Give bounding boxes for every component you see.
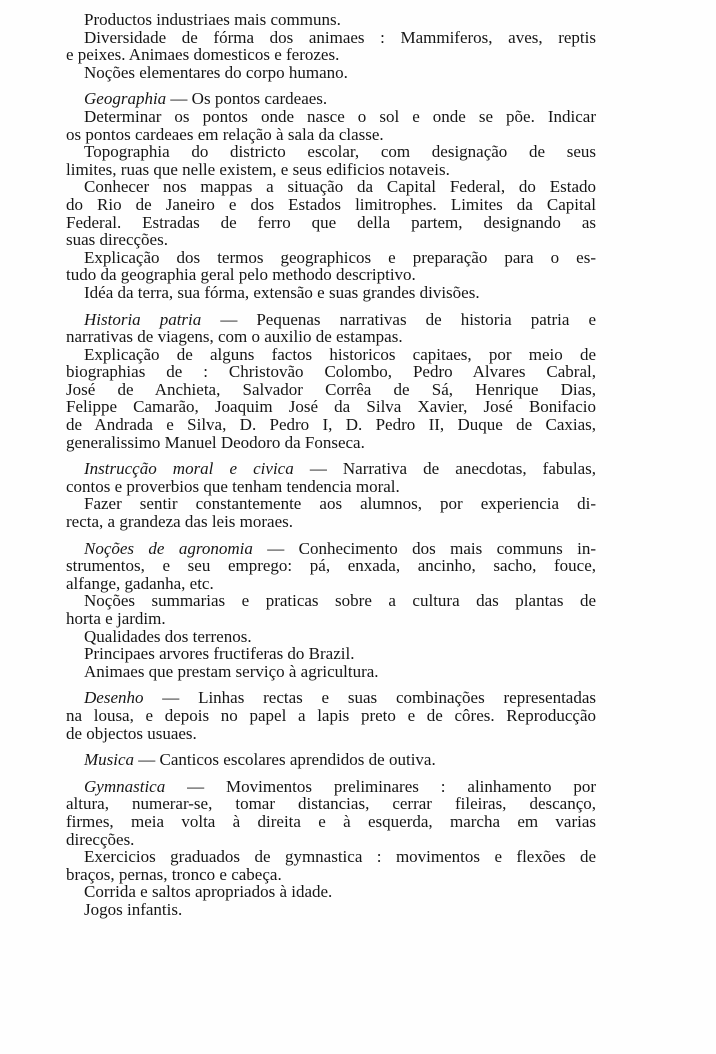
paragraph [48,64,596,82]
section-lead-paragraph [48,540,596,593]
section-intro [48,11,596,81]
text-line [48,557,596,575]
section-lead-paragraph [48,311,596,346]
lead-text: narrativas de viagens, com o auxilio de estampas. [66,327,403,347]
text-line: os pontos cardeaes em relação à sala da classe. [66,124,384,144]
text-line: biographias de : Christovão Colombo, Pedro Alvares Cabral, [66,362,596,382]
text-line: Exercicios graduados de gymnastica : movimentos e flexões de [84,847,596,867]
lead-text: alfange, gadanha, etc. [66,573,214,593]
text-line [48,575,596,593]
section-musica [48,751,596,769]
text-line [48,813,596,831]
text-line: recta, a grandeza das leis moraes. [66,512,294,532]
lead-text: contos e proverbios que tenham tendencia moral. [66,476,400,496]
text-line [48,831,596,849]
text-line: Productos industriaes mais communs. [84,10,341,29]
section-lead-paragraph [48,90,596,108]
text-line: do Rio de Janeiro e dos Estados limitrophes. Limites da Capital [66,194,596,214]
text-line: e peixes. Animaes domesticos e ferozes. [66,45,340,65]
section-heading: Musica [84,750,135,770]
text-line [48,795,596,813]
text-line [48,460,596,478]
section-lead-paragraph [48,689,596,742]
text-line [48,707,596,725]
text-line: Conhecer nos mappas a situação da Capital Federal, do Estado [84,177,596,197]
text-line: Corrida e saltos apropriados à idade. [84,882,333,902]
text-line: Noções elementares do corpo humano. [84,62,348,82]
paragraph [48,29,596,64]
text-line [48,311,596,329]
section-heading: Instrucção moral e civica [84,459,294,479]
paragraph [48,108,596,143]
text-line: limites, ruas que nelle existem, e seus edificios notaveis. [66,159,450,179]
lead-text: — Os pontos cardeaes. [170,89,328,109]
section-lead-paragraph [48,778,596,848]
text-line: Diversidade de fórma dos animaes : Mammiferos, aves, reptis [84,27,596,47]
paragraph [48,848,596,883]
text-line: Animaes que prestam serviço à agricultura. [84,661,379,681]
lead-text: — Pequenas narrativas de historia patria e [220,309,596,329]
paragraph [48,645,596,663]
section-instrucção-moral-e-civica [48,460,596,530]
paragraph [48,249,596,284]
section-heading: Geographia [84,89,167,109]
lead-text: — Movimentos preliminares : alinhamento por [187,776,597,796]
text-line [48,778,596,796]
text-line: Federal. Estradas de ferro que della partem, designando as [66,212,596,232]
document-body [48,11,596,919]
section-lead-paragraph [48,751,596,769]
text-line [48,90,596,108]
text-line [48,328,596,346]
text-line: horta e jardim. [66,609,166,628]
text-line [48,751,596,769]
text-line: Principaes arvores fructiferas do Brazil. [84,644,355,664]
text-line: Fazer sentir constantemente aos alumnos, por experiencia di- [84,494,596,514]
text-line: de Andrada e Silva, D. Pedro I, D. Pedro II, Duque de Caxias, [66,415,596,435]
text-line: suas direcções. [66,230,168,250]
lead-text: na lousa, e depois no papel a lapis preto e de côres. Reproducção [66,705,596,725]
section-historia-patria [48,311,596,452]
text-line [48,725,596,743]
lead-text: — Narrativa de anecdotas, fabulas, [309,459,597,479]
text-line: tudo da geographia geral pelo methodo descriptivo. [66,265,416,285]
text-line: José de Anchieta, Salvador Corrêa de Sá, Henrique Dias, [66,379,596,399]
section-lead-paragraph [48,460,596,495]
paragraph [48,284,596,302]
paragraph [48,628,596,646]
paragraph [48,663,596,681]
section-heading: Noções de agronomia [84,538,253,558]
lead-text: direcções. [66,829,135,849]
section-noções-de-agronomia [48,540,596,681]
text-line [48,540,596,558]
text-line: Qualidades dos terrenos. [84,626,252,646]
text-line: Felippe Camarão, Joaquim José da Silva Xavier, José Bonifacio [66,397,596,417]
lead-text: altura, numerar-se, tomar distancias, cerrar fileiras, descanço, [66,794,596,814]
text-line: Idéa da terra, sua fórma, extensão e suas grandes divisões. [84,282,480,302]
paragraph [48,11,596,29]
lead-text: — Conhecimento dos mais communs in- [267,538,597,558]
text-line: generalissimo Manuel Deodoro da Fonseca. [66,432,365,452]
section-gymnastica [48,778,596,919]
lead-text: — Linhas rectas e suas combinações representadas [162,688,596,708]
section-heading: Gymnastica [84,776,166,796]
text-line: Determinar os pontos onde nasce o sol e onde se põe. Indicar [84,106,596,126]
text-line [48,689,596,707]
lead-text: — Canticos escolares aprendidos de outiva. [138,750,436,770]
paragraph [48,883,596,901]
text-line: braços, pernas, tronco e cabeça. [66,864,282,884]
text-line [48,478,596,496]
paragraph [48,495,596,530]
text-line: Explicação de alguns factos historicos capitaes, por meio de [84,344,596,364]
text-line: Topographia do districto escolar, com designação de seus [84,142,596,162]
section-heading: Historia patria [84,309,202,329]
section-geographia [48,90,596,301]
paragraph [48,901,596,919]
lead-text: strumentos, e seu emprego: pá, enxada, ancinho, sacho, fouce, [66,556,596,576]
section-heading: Desenho [84,688,144,708]
paragraph [48,143,596,178]
lead-text: firmes, meia volta à direita e à esquerda, marcha em varias [66,811,596,831]
paragraph [48,592,596,627]
text-line: Explicação dos termos geographicos e preparação para o es- [84,247,596,267]
text-line: Noções summarias e praticas sobre a cultura das plantas de [84,591,596,611]
paragraph [48,178,596,248]
text-line: Jogos infantis. [84,899,183,919]
section-desenho [48,689,596,742]
paragraph [48,346,596,452]
lead-text: de objectos usuaes. [66,723,197,743]
